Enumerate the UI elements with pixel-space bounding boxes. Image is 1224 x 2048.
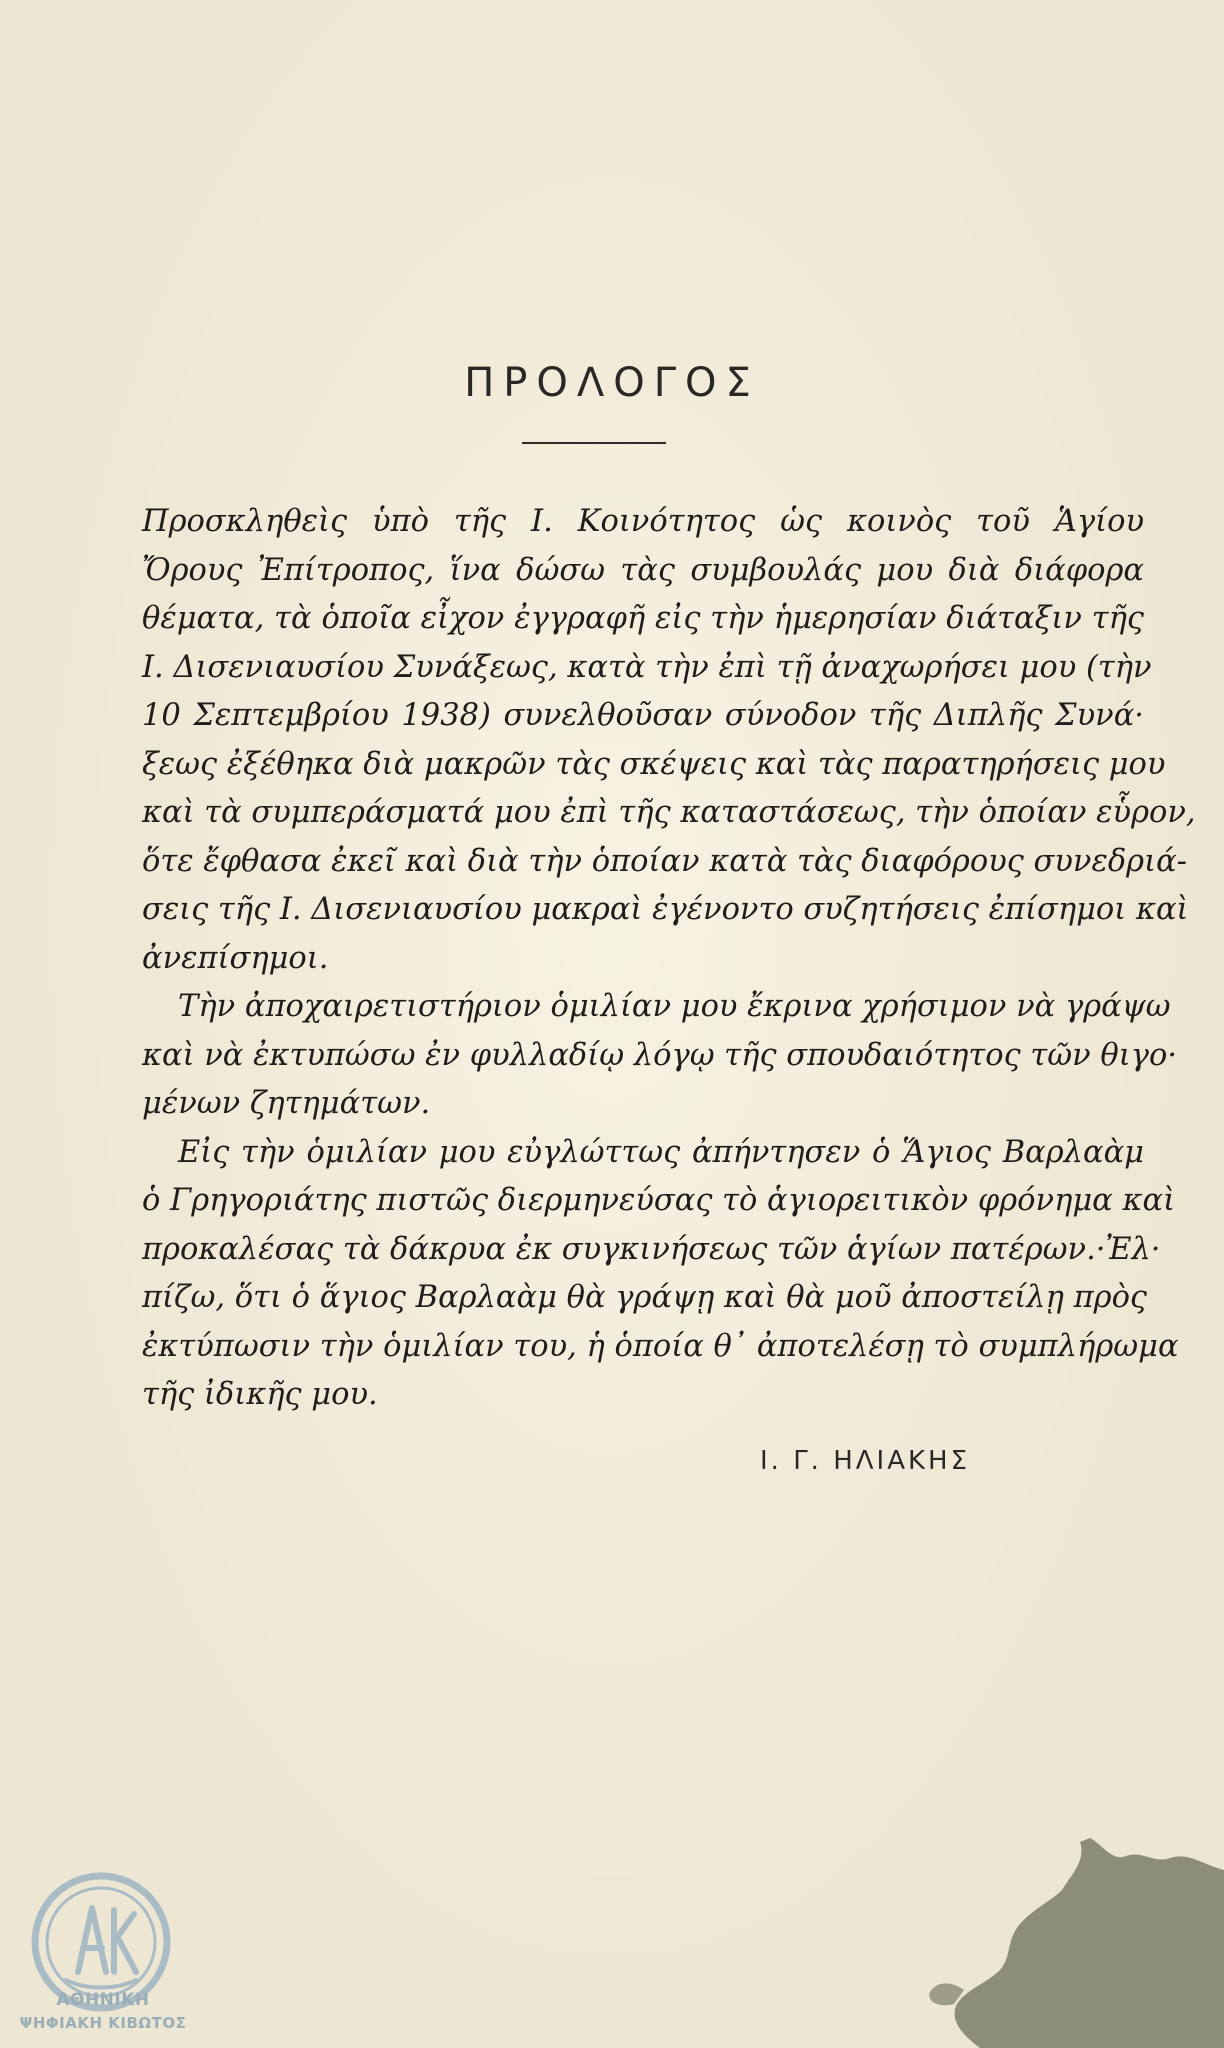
text-line: ξεως ἐξέθηκα διὰ μακρῶν τὰς σκέψεις καὶ τὰς παρατηρήσεις μου: [142, 746, 1166, 782]
text-line: θέματα, τὰ ὁποῖα εἶχον ἐγγραφῆ εἰς τὴν ἡμερησίαν διάταξιν τῆς: [142, 601, 1144, 636]
text-line: Εἰς τὴν ὁμιλίαν μου εὐγλώττως ἀπήντησεν ὁ Ἅγιος Βαρλαὰμ: [178, 1134, 1144, 1170]
text-line: Ὄρους Ἐπίτροπος, ἵνα δώσω τὰς συμβουλάς μου διὰ διάφορα: [142, 552, 1144, 588]
text-line: ὅτε ἔφθασα ἐκεῖ καὶ διὰ τὴν ὁποίαν κατὰ τὰς διαφόρους συνεδριά-: [142, 843, 1187, 879]
text-line: ὁ Γρηγοριάτης πιστῶς διερμηνεύσας τὸ ἁγιορειτικὸν φρόνημα καὶ: [142, 1183, 1176, 1218]
title-divider: [522, 442, 666, 444]
text-line: Τὴν ἀποχαιρετιστήριον ὁμιλίαν μου ἔκρινα χρήσιμον νὰ γράψω: [178, 989, 1171, 1024]
text-line: τῆς ἰδικῆς μου.: [142, 1377, 378, 1412]
text-line: ἐκτύπωσιν τὴν ὁμιλίαν του, ἡ ὁποία θ᾽ ἀποτελέσῃ τὸ συμπλήρωμα: [142, 1328, 1179, 1364]
text-line: 10 Σεπτεμβρίου 1938) συνελθοῦσαν σύνοδον τῆς Διπλῆς Συνά·: [142, 698, 1144, 733]
text-line: Ι. Δισενιαυσίου Συνάξεως, κατὰ τὴν ἐπὶ τῇ ἀναχωρήσει μου (τὴν: [142, 649, 1152, 685]
text-line: ἀνεπίσημοι.: [142, 940, 329, 976]
text-line: μένων ζητημάτων.: [142, 1086, 431, 1121]
author-signature: Ι. Γ. ΗΛΙΑΚΗΣ: [760, 1446, 971, 1476]
text-line: σεις τῆς Ι. Δισενιαυσίου μακραὶ ἐγένοντο συζητήσεις ἐπίσημοι καὶ: [142, 892, 1189, 927]
watermark-line-2: ΨΗΦΙΑΚΗ ΚΙΒΩΤΟΣ: [19, 2014, 187, 2032]
text-line: προκαλέσας τὰ δάκρυα ἐκ συγκινήσεως τῶν ἁγίων πατέρων.·Ἐλ·: [142, 1231, 1161, 1267]
paper-stain: [750, 1830, 1224, 2048]
text-line: καὶ νὰ ἐκτυπώσω ἐν φυλλαδίῳ λόγῳ τῆς σπουδαιότητος τῶν θιγο·: [142, 1037, 1178, 1073]
prologue-body: [142, 498, 1196, 1420]
text-line: Προσκληθεὶς ὑπὸ τῆς Ι. Κοινότητος ὡς κοινὸς τοῦ Ἁγίου: [142, 504, 1144, 539]
text-line: πίζω, ὅτι ὁ ἅγιος Βαρλαὰμ θὰ γράψῃ καὶ θὰ μοῦ ἀποστείλῃ πρὸς: [142, 1280, 1148, 1315]
text-line: καὶ τὰ συμπεράσματά μου ἐπὶ τῆς καταστάσεως, τὴν ὁποίαν εὗρον,: [142, 795, 1196, 830]
watermark-line-1: ΑΘΗΝΙΚΗ: [56, 1990, 150, 2010]
page-title: ΠΡΟΛΟΓΟΣ: [464, 360, 760, 406]
